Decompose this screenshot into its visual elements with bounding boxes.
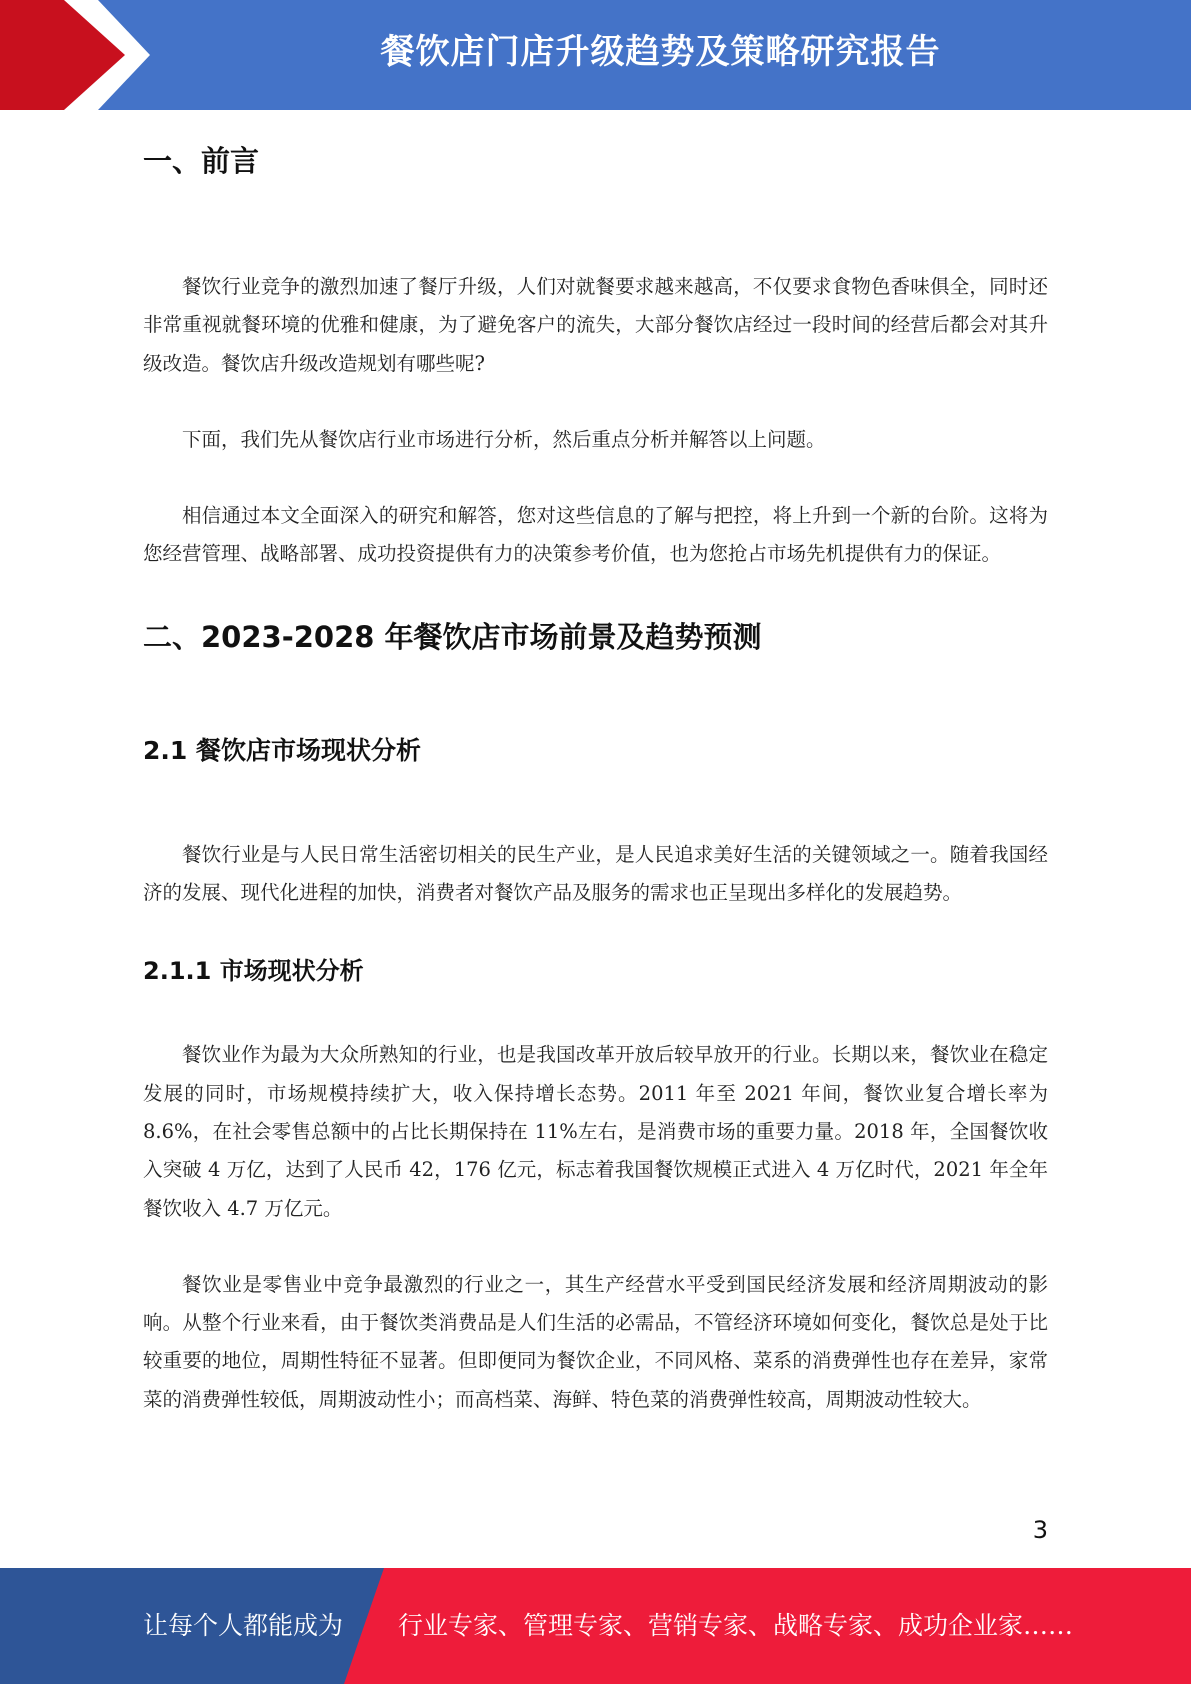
subsection-2-1-1-paragraph-1: 餐饮业作为最为大众所熟知的行业，也是我国改革开放后较早放开的行业。长期以来，餐饮业在稳定发展的同时，市场规模持续扩大，收入保持增长态势。2011 年至 2021 年间，餐饮业复合增长率为 8.6%，在社会零售总额中的占比长期保持在 11%左右，是消费市场的重要力量。2018 年，全国餐饮收入突破 4 万亿，达到了人民币 42，176 亿元，标志着我国餐饮规模正式进入 4 万亿时代，2021 年全年餐饮收入 4.7 万亿元。 — [143, 1043, 1048, 1220]
intro-paragraph-2: 下面，我们先从餐饮店行业市场进行分析，然后重点分析并解答以上问题。 — [182, 427, 826, 451]
subsection-2-1-1-paragraph-2: 餐饮业是零售业中竞争最激烈的行业之一，其生产经营水平受到国民经济发展和经济周期波动的影响。从整个行业来看，由于餐饮类消费品是人们生活的必需品，不管经济环境如何变化，餐饮总是处于比较重要的地位，周期性特征不显著。但即便同为餐饮企业，不同风格、菜系的消费弹性也存在差异，家常菜的消费弹性较低，周期波动性小；而高档菜、海鲜、特色菜的消费弹性较高，周期波动性较大。 — [143, 1272, 1048, 1411]
intro-paragraph-1: 餐饮行业竞争的激烈加速了餐厅升级，人们对就餐要求越来越高，不仅要求食物色香味俱全，同时还非常重视就餐环境的优雅和健康，为了避免客户的流失，大部分餐饮店经过一段时间的经营后都会对其升级改造。餐饮店升级改造规划有哪些呢? — [143, 275, 1048, 375]
section-heading-forecast: 二、2023-2028 年餐饮店市场前景及趋势预测 — [143, 619, 762, 654]
intro-paragraph-3: 相信通过本文全面深入的研究和解答，您对这些信息的了解与把控，将上升到一个新的台阶。这将为您经营管理、战略部署、成功投资提供有力的决策参考价值，也为您抢占市场先机提供有力的保证。 — [143, 504, 1048, 566]
header-banner — [0, 0, 1191, 110]
footer-slogan-left: 让每个人都能成为 — [143, 1611, 344, 1640]
subsection-heading-2-1: 2.1 餐饮店市场现状分析 — [143, 735, 421, 765]
subsection-heading-2-1-1: 2.1.1 市场现状分析 — [143, 957, 364, 986]
footer-banner — [0, 1568, 1191, 1684]
footer-slogan-right: 行业专家、管理专家、营销专家、战略专家、成功企业家…… — [398, 1611, 1074, 1640]
page-number: 3 — [1032, 1516, 1048, 1544]
subsection-2-1-paragraph-1: 餐饮行业是与人民日常生活密切相关的民生产业，是人民追求美好生活的关键领域之一。随着我国经济的发展、现代化进程的加快，消费者对餐饮产品及服务的需求也正呈现出多样化的发展趋势。 — [143, 842, 1048, 905]
document-body — [143, 130, 1048, 1419]
report-title: 餐饮店门店升级趋势及策略研究报告 — [380, 32, 941, 72]
section-heading-intro: 一、前言 — [143, 144, 260, 178]
